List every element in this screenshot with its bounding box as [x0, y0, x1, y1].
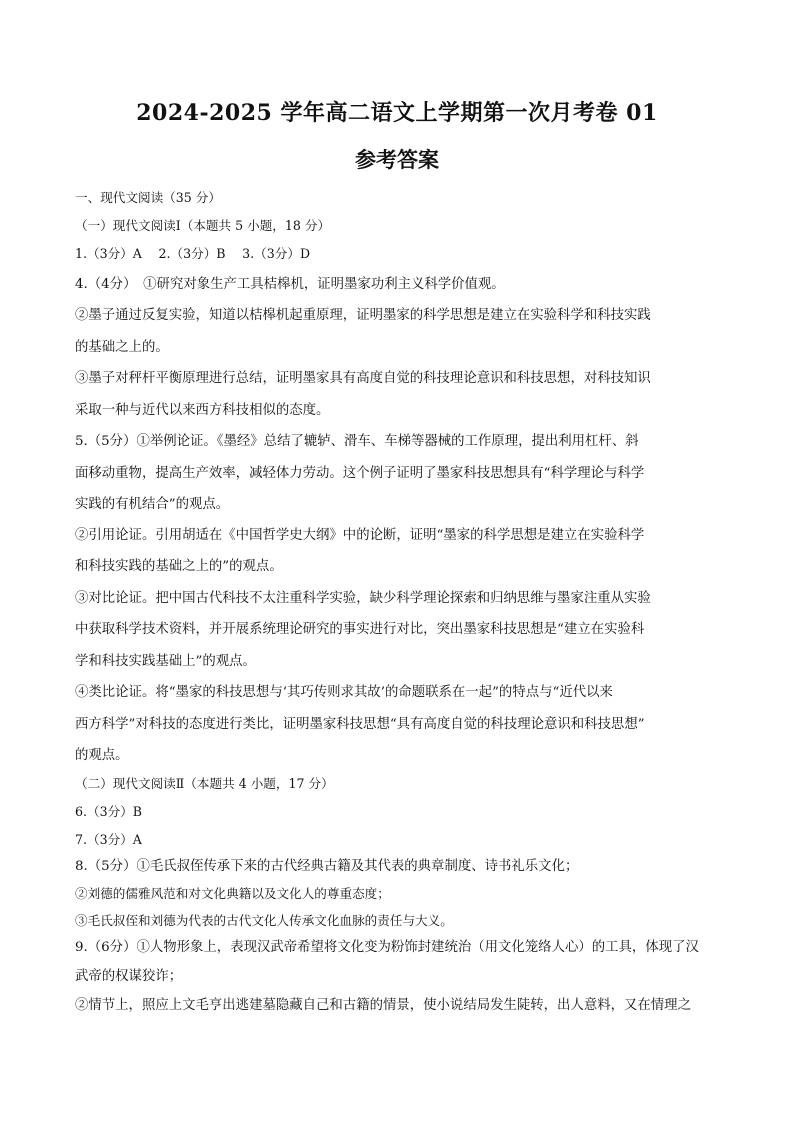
answer-line: 实践的有机结合”的观点。	[75, 497, 230, 512]
answer-line: 8.（5分）①毛氏叔侄传承下来的古代经典古籍及其代表的典章制度、诗书礼乐文化；	[75, 859, 579, 874]
answer-line: 1.（3分）A 2.（3分）B 3.（3分）D	[75, 246, 311, 261]
answer-line: ②情节上，照应上文毛亨出逃建墓隐藏自己和古籍的情景，使小说结局发生陡转，出人意料，又在情理之	[75, 998, 691, 1013]
subsection-heading: （二）现代文阅读Ⅱ（本题共 4 小题，17 分）	[75, 776, 334, 791]
answer-line: ②刘德的儒雅风范和对文化典籍以及文化人的尊重态度；	[75, 886, 390, 901]
answer-line: 采取一种与近代以来西方科技相似的态度。	[75, 403, 330, 418]
answer-line: 4.（4分） ①研究对象生产工具桔槔机，证明墨家功利主义科学价值观。	[75, 277, 505, 292]
answer-line: 中获取科学技术资料，并开展系统理论研究的事实进行对比，突出墨家科技思想是“建立在实验科	[75, 622, 645, 637]
answer-line: ③对比论证。把中国古代科技不太注重科学实验，缺少科学理论探索和归纳思维与墨家注重从实验	[75, 591, 651, 606]
answer-line: 西方科学”对科技的态度进行类比，证明墨家科技思想“具有高度自觉的科技理论意识和科技思想”	[75, 717, 645, 732]
subsection-heading: （一）现代文阅读Ⅰ（本题共 5 小题，18 分）	[75, 218, 331, 233]
answer-line: ②引用论证。引用胡适在《中国哲学史大纲》中的论断，证明“墨家的科学思想是建立在实验科学	[75, 528, 645, 543]
answer-line: 6.（3分）B	[75, 804, 143, 819]
document-subtitle: 参考答案	[355, 147, 439, 172]
answer-line: ③墨子对秤杆平衡原理进行总结，证明墨家具有高度自觉的科技理论意识和科技思想，对科技知识	[75, 371, 651, 386]
answer-line: 面移动重物，提高生产效率，减轻体力劳动。这个例子证明了墨家科技思想具有“科学理论与科学	[75, 466, 645, 481]
answer-line: 武帝的权谋狡诈；	[75, 969, 183, 984]
answer-line: 学和科技实践基础上”的观点。	[75, 654, 256, 669]
answer-line: 9.（6分）①人物形象上，表现汉武帝希望将文化变为粉饰封建统治（用文化笼络人心）的工具，体现了汉	[75, 940, 699, 955]
document-title: 2024-2025 学年高二语文上学期第一次月考卷 01	[136, 100, 658, 126]
answer-line: 的基础之上的。	[75, 340, 169, 355]
answer-line: 5.（5分）①举例论证。《墨经》总结了辘轳、滑车、车梯等器械的工作原理，提出利用杠杆、斜	[75, 434, 639, 449]
answer-line: 的观点。	[75, 748, 129, 763]
section-heading: 一、现代文阅读（35 分）	[75, 190, 221, 205]
answer-line: ③毛氏叔侄和刘德为代表的古代文化人传承文化血脉的责任与大义。	[75, 913, 453, 928]
answer-line: 和科技实践的基础之上的”的观点。	[75, 559, 283, 574]
answer-line: ②墨子通过反复实验，知道以桔槔机起重原理，证明墨家的科学思想是建立在实验科学和科技实践	[75, 308, 651, 323]
answer-line: ④类比论证。将“墨家的科技思想与‘其巧传则求其故’的命题联系在一起”的特点与“近代以来	[75, 685, 613, 700]
answer-line: 7.（3分）A	[75, 832, 142, 847]
